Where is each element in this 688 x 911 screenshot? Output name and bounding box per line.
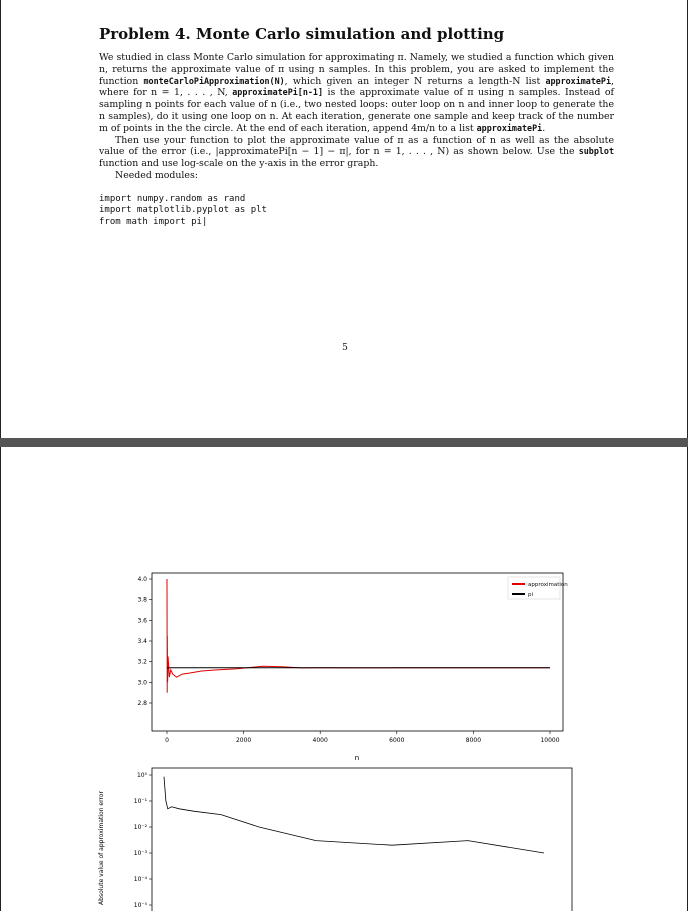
chart1-ytick-label: 2.8: [137, 700, 147, 707]
chart1-ytick-label: 3.0: [137, 679, 147, 687]
code-block: import numpy.random as rand import matplotlib.pyplot as plt from math import pi|: [99, 193, 267, 227]
error-series: [164, 777, 544, 853]
chart2-ytick-label: 10⁻²: [133, 824, 147, 831]
chart1-xtick-label: 10000: [540, 737, 560, 744]
chart1-ytick-label: 4.0: [137, 576, 147, 583]
chart1-ytick-label: 3.4: [137, 638, 147, 645]
chart2-ytick-label: 10⁻⁴: [133, 876, 147, 883]
page-number: 5: [342, 343, 348, 353]
chart1-ytick-label: 3.8: [137, 596, 147, 604]
legend: [508, 577, 568, 599]
problem-title: Problem 4. Monte Carlo simulation and plotting: [99, 25, 505, 43]
chart1-frame: [152, 573, 563, 731]
chart1-ytick-label: 3.6: [137, 617, 147, 625]
approximation-series: [167, 579, 550, 693]
legend-approx-label: approximation: [528, 582, 568, 588]
chart2-ytick-label: 10⁻⁵: [133, 902, 147, 909]
chart2-ytick-label: 10⁻³: [133, 850, 147, 857]
chart1-xtick-label: 2000: [235, 737, 252, 744]
paragraph-2: Then use your function to plot the approximate value of π as a function of n as well as the absolute value of the error (i.e., |approximatePi[n − 1] − π|, for n = 1, . . . , N) as shown below. Use the subplot function and use log-scale on the y-axis in the error graph.: [99, 134, 614, 170]
paragraph-3: Needed modules:: [115, 169, 198, 181]
chart2-frame: [152, 768, 572, 911]
chart1-xtick-label: 8000: [465, 737, 482, 744]
chart2-ytick-label: 10⁰: [136, 772, 147, 779]
paragraph-1: We studied in class Monte Carlo simulation for approximating π. Namely, we studied a function which given n, returns the approximate value of π using n samples. In this problem, you are asked to implement the function monteCarloPiApproximation(N), which given an integer N returns a length-N list approximatePi, where for n = 1, . . . , N, approximatePi[n-1] is the approximate value of π using n samples. Instead of sampling n points for each value of n (i.e., two nested loops: outer loop on n and inner loop to generate the n samples), do it using one loop on n. At each iteration, generate one sample and keep track of the number m of points in the the circle. At the end of each iteration, append 4m/n to a list approximatePi.: [99, 52, 614, 134]
chart1-xtick-label: 6000: [389, 737, 405, 744]
chart1-xlabel: n: [354, 754, 360, 762]
chart2-ytick-label: 10⁻¹: [133, 798, 147, 805]
chart1-ytick-label: 3.2: [137, 658, 147, 666]
chart2-ylabel: Absolute value of approximation error: [98, 791, 105, 905]
legend-pi-label: pi: [528, 592, 534, 598]
chart1-xtick-label: 0: [165, 737, 169, 744]
chart1-xtick-label: 4000: [312, 737, 328, 744]
